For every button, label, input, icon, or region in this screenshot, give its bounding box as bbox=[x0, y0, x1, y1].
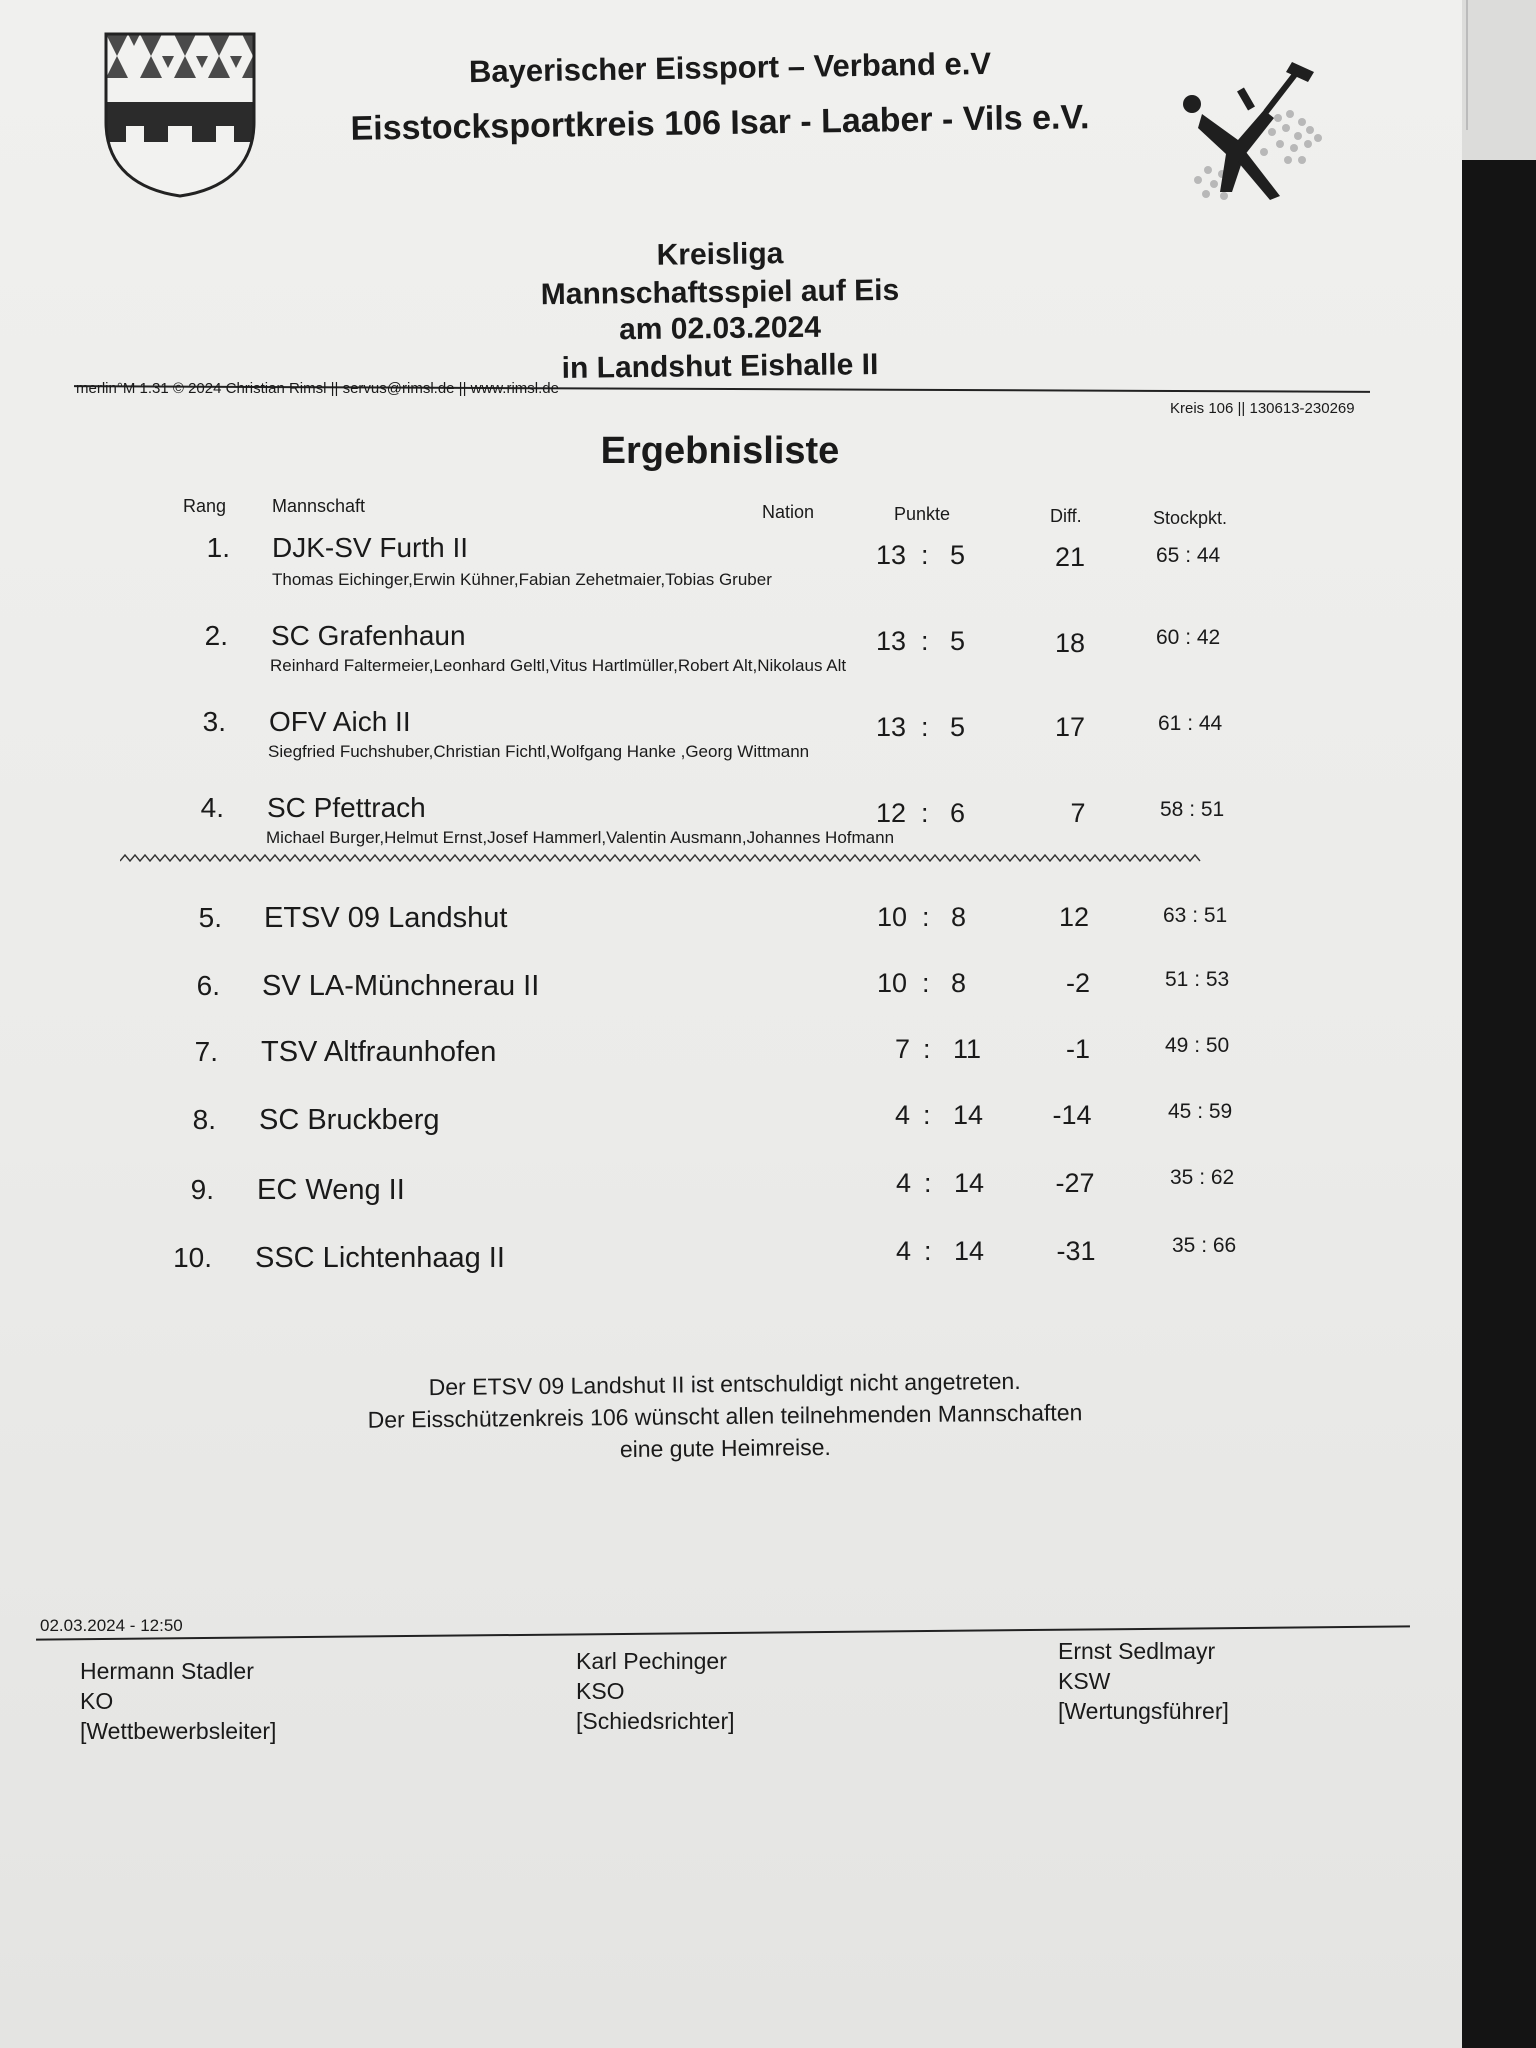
points-lost: 14 bbox=[954, 1168, 985, 1198]
row-team: SC Pfettrach bbox=[267, 792, 426, 823]
row-rank: 1. bbox=[206, 532, 230, 563]
event-location: in Landshut Eishalle II bbox=[561, 348, 879, 385]
row-rank: 6. bbox=[196, 970, 220, 1001]
signature-block-ksw bbox=[1058, 1636, 1229, 1726]
row-team: SC Bruckberg bbox=[259, 1104, 440, 1136]
points-lost: 14 bbox=[953, 1100, 984, 1130]
result-row: 10. SSC Lichtenhaag II 4 : 14 -31 35 : 66 bbox=[0, 1236, 1462, 1316]
row-stock: 35 : 66 bbox=[1172, 1234, 1237, 1257]
points-won: 12 bbox=[876, 798, 907, 828]
row-team: TSV Altfraunhofen bbox=[261, 1036, 497, 1068]
row-stock: 65 : 44 bbox=[1156, 544, 1221, 567]
points-lost: 5 bbox=[950, 712, 966, 742]
row-rank: 3. bbox=[202, 706, 226, 737]
row-diff: -1 bbox=[1065, 1034, 1090, 1064]
result-row: 6. SV LA-Münchnerau II 10 : 8 -2 51 : 53 bbox=[0, 966, 1462, 1046]
signature-role: [Wertungsführer] bbox=[1058, 1698, 1229, 1724]
row-stock: 51 : 53 bbox=[1165, 968, 1230, 991]
competition-type: Mannschaftsspiel auf Eis bbox=[540, 273, 900, 312]
row-team: SSC Lichtenhaag II bbox=[255, 1242, 505, 1274]
points-lost: 5 bbox=[950, 540, 966, 570]
row-stock: 49 : 50 bbox=[1165, 1034, 1230, 1057]
signature-name: Karl Pechinger bbox=[576, 1648, 727, 1674]
row-team: EC Weng II bbox=[257, 1174, 405, 1206]
row-diff: -2 bbox=[1065, 968, 1090, 998]
row-stock: 63 : 51 bbox=[1163, 904, 1228, 927]
col-points-header: Punkte bbox=[894, 504, 951, 524]
row-diff: -27 bbox=[1055, 1168, 1095, 1198]
points-lost: 8 bbox=[951, 902, 967, 932]
signature-name: Ernst Sedlmayr bbox=[1058, 1638, 1216, 1664]
row-diff: 12 bbox=[1058, 902, 1090, 932]
notice-line-3: eine gute Heimreise. bbox=[619, 1433, 831, 1463]
association-name: Bayerischer Eissport – Verband e.V bbox=[468, 45, 992, 90]
points-won: 13 bbox=[876, 540, 907, 570]
row-rank: 8. bbox=[192, 1104, 216, 1135]
result-row: 7. TSV Altfraunhofen 7 : 11 -1 49 : 50 bbox=[0, 1032, 1462, 1112]
col-team-header: Mannschaft bbox=[272, 496, 366, 516]
row-stock: 45 : 59 bbox=[1168, 1100, 1233, 1123]
results-title: Ergebnisliste bbox=[600, 430, 840, 472]
points-won: 4 bbox=[896, 1168, 912, 1198]
signature-role: [Wettbewerbsleiter] bbox=[80, 1718, 277, 1744]
crest-icon bbox=[100, 30, 260, 200]
col-stock-header: Stockpkt. bbox=[1153, 508, 1228, 528]
points-won: 13 bbox=[876, 712, 907, 742]
signature-block-ko bbox=[80, 1656, 276, 1746]
row-players: Reinhard Faltermeier,Leonhard Geltl,Vitus Hartlmüller,Robert Alt,Nikolaus Alt bbox=[270, 656, 847, 675]
row-team: OFV Aich II bbox=[269, 706, 411, 737]
print-timestamp: 02.03.2024 - 12:50 bbox=[40, 1616, 183, 1635]
row-diff: 21 bbox=[1054, 542, 1086, 572]
points-lost: 5 bbox=[950, 626, 966, 656]
signature-block-kso bbox=[576, 1646, 735, 1736]
row-rank: 10. bbox=[173, 1242, 212, 1273]
notice-line-1: Der ETSV 09 Landshut II ist entschuldigt nicht angetreten. bbox=[428, 1367, 1021, 1401]
row-diff: -14 bbox=[1052, 1100, 1092, 1130]
signature-code: KO bbox=[80, 1688, 114, 1714]
row-rank: 4. bbox=[200, 792, 224, 823]
result-row: 8. SC Bruckberg 4 : 14 -14 45 : 59 bbox=[0, 1100, 1462, 1180]
result-row: 2. SC Grafenhaun Reinhard Faltermeier,Leonhard Geltl,Vitus Hartlmüller,Robert Alt,Nikolaus Alt 13 : 5 18 60 : 42 bbox=[0, 616, 1462, 696]
row-diff: -31 bbox=[1056, 1236, 1096, 1266]
signature-name: Hermann Stadler bbox=[80, 1658, 254, 1684]
col-nation-header: Nation bbox=[762, 502, 815, 522]
row-diff: 17 bbox=[1054, 712, 1086, 742]
points-won: 10 bbox=[877, 968, 908, 998]
signature-role: [Schiedsrichter] bbox=[576, 1708, 735, 1734]
background-strip bbox=[1466, 0, 1532, 130]
points-won: 4 bbox=[895, 1100, 911, 1130]
points-won: 13 bbox=[876, 626, 907, 656]
points-lost: 8 bbox=[951, 968, 967, 998]
signature-code: KSW bbox=[1058, 1668, 1111, 1694]
row-stock: 60 : 42 bbox=[1156, 626, 1221, 649]
district-name: Eisstocksportkreis 106 Isar - Laaber - Vils e.V. bbox=[350, 98, 1090, 148]
points-lost: 14 bbox=[954, 1236, 985, 1266]
result-row: 9. EC Weng II 4 : 14 -27 35 : 62 bbox=[0, 1168, 1462, 1248]
points-lost: 11 bbox=[953, 1034, 982, 1064]
row-stock: 35 : 62 bbox=[1170, 1166, 1235, 1189]
league-title: Kreisliga bbox=[656, 237, 784, 272]
result-row: 4. SC Pfettrach Michael Burger,Helmut Ernst,Josef Hammerl,Valentin Ausmann,Johannes Hofmann 12 : 6 7 58 : 51 bbox=[0, 790, 1462, 870]
row-stock: 58 : 51 bbox=[1160, 798, 1225, 821]
points-lost: 6 bbox=[950, 798, 966, 828]
event-date: am 02.03.2024 bbox=[618, 310, 822, 347]
row-team: SC Grafenhaun bbox=[271, 620, 466, 651]
row-rank: 2. bbox=[204, 620, 228, 651]
row-players: Michael Burger,Helmut Ernst,Josef Hammerl,Valentin Ausmann,Johannes Hofmann bbox=[266, 828, 895, 847]
result-row: 1. DJK-SV Furth II Thomas Eichinger,Erwin Kühner,Fabian Zehetmaier,Tobias Gruber 13 : 5 21 65 : 44 bbox=[0, 530, 1462, 610]
eisstock-player-icon bbox=[1168, 48, 1328, 208]
col-diff-header: Diff. bbox=[1050, 506, 1082, 526]
points-won: 4 bbox=[896, 1236, 912, 1266]
row-team: DJK-SV Furth II bbox=[272, 532, 469, 563]
notice-line-2: Der Eisschützenkreis 106 wünscht allen teilnehmenden Mannschaften bbox=[367, 1399, 1083, 1433]
software-info: merlin°M 1.31 © 2024 Christian Rimsl || servus@rimsl.de || www.rimsl.de bbox=[76, 380, 559, 397]
result-row: 3. OFV Aich II Siegfried Fuchshuber,Christian Fichtl,Wolfgang Hanke ,Georg Wittmann 13 : 5 17 61 : 44 bbox=[0, 702, 1462, 782]
row-team: SV LA-Münchnerau II bbox=[262, 970, 540, 1002]
row-rank: 5. bbox=[198, 902, 222, 933]
row-players: Thomas Eichinger,Erwin Kühner,Fabian Zehetmaier,Tobias Gruber bbox=[272, 570, 772, 589]
row-stock: 61 : 44 bbox=[1158, 712, 1223, 735]
qualification-separator bbox=[120, 852, 1300, 864]
row-players: Siegfried Fuchshuber,Christian Fichtl,Wolfgang Hanke ,Georg Wittmann bbox=[268, 742, 810, 761]
points-won: 10 bbox=[877, 902, 908, 932]
row-diff: 7 bbox=[1070, 798, 1086, 828]
notice-text bbox=[300, 1364, 1151, 1469]
kreis-info: Kreis 106 || 130613-230269 bbox=[1170, 400, 1355, 417]
points-won: 7 bbox=[895, 1034, 911, 1064]
result-row: 5. ETSV 09 Landshut 10 : 8 12 63 : 51 bbox=[0, 900, 1462, 980]
row-team: ETSV 09 Landshut bbox=[264, 902, 508, 934]
row-rank: 9. bbox=[190, 1174, 214, 1205]
background-dark-edge bbox=[1462, 160, 1536, 2048]
col-rank-header: Rang bbox=[183, 496, 227, 516]
row-diff: 18 bbox=[1054, 628, 1086, 658]
row-rank: 7. bbox=[194, 1036, 218, 1067]
signature-code: KSO bbox=[576, 1678, 625, 1704]
